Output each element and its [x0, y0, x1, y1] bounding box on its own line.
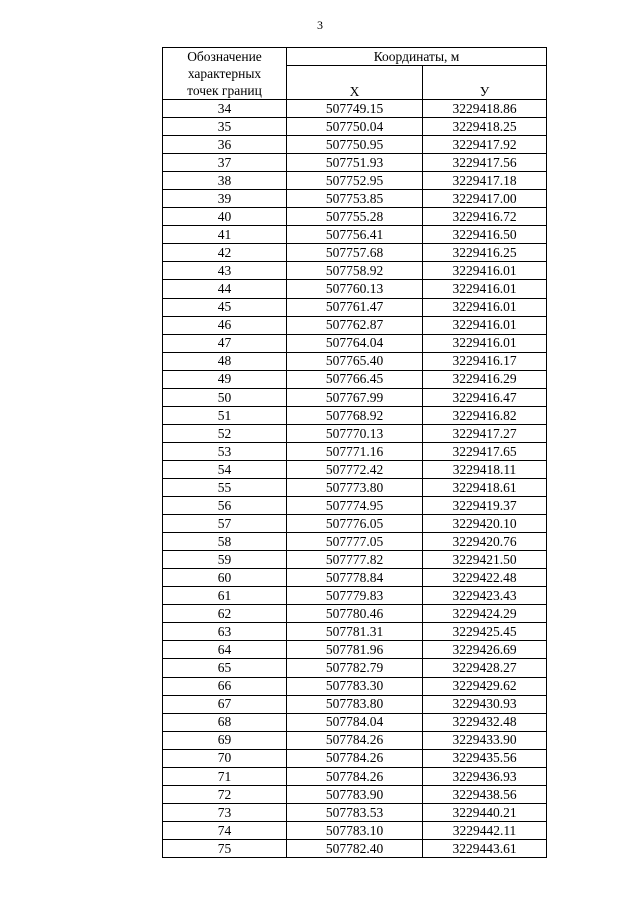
table-row [163, 100, 547, 118]
table-row [163, 533, 547, 551]
table-row [163, 460, 547, 478]
point-number-cell: 66 [163, 677, 287, 695]
y-coordinate-cell: 3229424.29 [423, 605, 547, 623]
x-coordinate-cell: 507765.40 [287, 352, 423, 370]
y-coordinate-cell: 3229416.29 [423, 370, 547, 388]
point-number-cell: 53 [163, 442, 287, 460]
point-number-cell: 41 [163, 226, 287, 244]
x-coordinate-cell: 507781.31 [287, 623, 423, 641]
table-row [163, 839, 547, 857]
table-row [163, 659, 547, 677]
x-coordinate-cell: 507783.10 [287, 821, 423, 839]
y-coordinate-cell: 3229423.43 [423, 587, 547, 605]
x-coordinate-cell: 507783.90 [287, 785, 423, 803]
x-column-header: X [287, 66, 423, 100]
y-coordinate-cell: 3229440.21 [423, 803, 547, 821]
y-coordinate-cell: 3229429.62 [423, 677, 547, 695]
table-row [163, 334, 547, 352]
y-coordinate-cell: 3229425.45 [423, 623, 547, 641]
y-coordinate-cell: 3229418.25 [423, 118, 547, 136]
point-number-cell: 45 [163, 298, 287, 316]
point-number-cell: 74 [163, 821, 287, 839]
table-row [163, 551, 547, 569]
point-number-cell: 51 [163, 406, 287, 424]
point-number-cell: 37 [163, 154, 287, 172]
x-coordinate-cell: 507777.82 [287, 551, 423, 569]
y-coordinate-cell: 3229421.50 [423, 551, 547, 569]
point-number-cell: 52 [163, 424, 287, 442]
point-number-cell: 56 [163, 497, 287, 515]
point-number-cell: 44 [163, 280, 287, 298]
table-row [163, 695, 547, 713]
table-row [163, 370, 547, 388]
point-number-cell: 46 [163, 316, 287, 334]
y-coordinate-cell: 3229416.50 [423, 226, 547, 244]
table-row [163, 515, 547, 533]
x-coordinate-cell: 507776.05 [287, 515, 423, 533]
y-coordinate-cell: 3229417.27 [423, 424, 547, 442]
point-designation-header-line: характерных [187, 66, 262, 81]
point-number-cell: 34 [163, 100, 287, 118]
table-row [163, 352, 547, 370]
x-coordinate-cell: 507782.40 [287, 839, 423, 857]
y-coordinate-cell: 3229417.18 [423, 172, 547, 190]
x-coordinate-cell: 507784.26 [287, 731, 423, 749]
y-coordinate-cell: 3229417.92 [423, 136, 547, 154]
point-number-cell: 73 [163, 803, 287, 821]
x-coordinate-cell: 507773.80 [287, 478, 423, 496]
x-coordinate-cell: 507750.04 [287, 118, 423, 136]
y-coordinate-cell: 3229420.10 [423, 515, 547, 533]
y-coordinate-cell: 3229418.86 [423, 100, 547, 118]
table-row [163, 388, 547, 406]
point-number-cell: 35 [163, 118, 287, 136]
table-row [163, 244, 547, 262]
point-number-cell: 68 [163, 713, 287, 731]
y-coordinate-cell: 3229443.61 [423, 839, 547, 857]
x-coordinate-cell: 507766.45 [287, 370, 423, 388]
x-coordinate-cell: 507781.96 [287, 641, 423, 659]
x-coordinate-cell: 507772.42 [287, 460, 423, 478]
y-coordinate-cell: 3229416.82 [423, 406, 547, 424]
table-row [163, 136, 547, 154]
point-number-cell: 54 [163, 460, 287, 478]
point-number-cell: 36 [163, 136, 287, 154]
table-row [163, 280, 547, 298]
table-row [163, 406, 547, 424]
table-row [163, 172, 547, 190]
x-coordinate-cell: 507784.04 [287, 713, 423, 731]
y-coordinate-cell: 3229416.72 [423, 208, 547, 226]
x-coordinate-cell: 507767.99 [287, 388, 423, 406]
x-coordinate-cell: 507753.85 [287, 190, 423, 208]
x-coordinate-cell: 507783.53 [287, 803, 423, 821]
y-coordinate-cell: 3229436.93 [423, 767, 547, 785]
coordinates-table [162, 47, 547, 858]
y-coordinate-cell: 3229416.01 [423, 262, 547, 280]
point-number-cell: 47 [163, 334, 287, 352]
table-row [163, 731, 547, 749]
point-number-cell: 69 [163, 731, 287, 749]
table-row [163, 785, 547, 803]
y-coordinate-cell: 3229438.56 [423, 785, 547, 803]
x-coordinate-cell: 507782.79 [287, 659, 423, 677]
point-number-cell: 38 [163, 172, 287, 190]
y-coordinate-cell: 3229418.61 [423, 478, 547, 496]
x-coordinate-cell: 507750.95 [287, 136, 423, 154]
x-coordinate-cell: 507770.13 [287, 424, 423, 442]
table-row [163, 605, 547, 623]
point-number-cell: 43 [163, 262, 287, 280]
x-coordinate-cell: 507764.04 [287, 334, 423, 352]
x-coordinate-cell: 507761.47 [287, 298, 423, 316]
table-row [163, 208, 547, 226]
point-number-cell: 59 [163, 551, 287, 569]
point-number-cell: 64 [163, 641, 287, 659]
table-row [163, 424, 547, 442]
point-number-cell: 62 [163, 605, 287, 623]
y-coordinate-cell: 3229420.76 [423, 533, 547, 551]
table-row [163, 587, 547, 605]
table-row [163, 316, 547, 334]
x-coordinate-cell: 507751.93 [287, 154, 423, 172]
point-number-cell: 63 [163, 623, 287, 641]
table-row [163, 767, 547, 785]
x-coordinate-cell: 507755.28 [287, 208, 423, 226]
table-row [163, 677, 547, 695]
y-coordinate-cell: 3229435.56 [423, 749, 547, 767]
point-number-cell: 67 [163, 695, 287, 713]
y-coordinate-cell: 3229430.93 [423, 695, 547, 713]
x-coordinate-cell: 507780.46 [287, 605, 423, 623]
point-number-cell: 55 [163, 478, 287, 496]
table-row [163, 497, 547, 515]
table-row [163, 118, 547, 136]
point-number-cell: 60 [163, 569, 287, 587]
y-coordinate-cell: 3229422.48 [423, 569, 547, 587]
y-coordinate-cell: 3229417.56 [423, 154, 547, 172]
x-coordinate-cell: 507778.84 [287, 569, 423, 587]
point-designation-header-line: Обозначение [187, 49, 262, 64]
y-coordinate-cell: 3229419.37 [423, 497, 547, 515]
table-body [163, 100, 547, 858]
y-coordinate-cell: 3229417.65 [423, 442, 547, 460]
x-coordinate-cell: 507771.16 [287, 442, 423, 460]
table-row [163, 262, 547, 280]
y-coordinate-cell: 3229416.17 [423, 352, 547, 370]
page-number: 3 [317, 18, 323, 32]
y-coordinate-cell: 3229416.47 [423, 388, 547, 406]
table-row [163, 478, 547, 496]
point-number-cell: 72 [163, 785, 287, 803]
table-row [163, 442, 547, 460]
x-coordinate-cell: 507757.68 [287, 244, 423, 262]
y-coordinate-cell: 3229433.90 [423, 731, 547, 749]
y-coordinate-cell: 3229417.00 [423, 190, 547, 208]
table-row [163, 623, 547, 641]
y-coordinate-cell: 3229426.69 [423, 641, 547, 659]
table-row [163, 641, 547, 659]
x-coordinate-cell: 507783.80 [287, 695, 423, 713]
x-coordinate-cell: 507783.30 [287, 677, 423, 695]
x-coordinate-cell: 507777.05 [287, 533, 423, 551]
point-number-cell: 39 [163, 190, 287, 208]
point-number-cell: 75 [163, 839, 287, 857]
point-designation-header [163, 48, 287, 100]
y-coordinate-cell: 3229416.01 [423, 280, 547, 298]
x-coordinate-cell: 507752.95 [287, 172, 423, 190]
x-coordinate-cell: 507774.95 [287, 497, 423, 515]
y-coordinate-cell: 3229428.27 [423, 659, 547, 677]
y-coordinate-cell: 3229416.01 [423, 298, 547, 316]
y-coordinate-cell: 3229416.25 [423, 244, 547, 262]
point-number-cell: 58 [163, 533, 287, 551]
y-coordinate-cell: 3229416.01 [423, 316, 547, 334]
y-coordinate-cell: 3229432.48 [423, 713, 547, 731]
table-row [163, 226, 547, 244]
y-coordinate-cell: 3229442.11 [423, 821, 547, 839]
point-number-cell: 40 [163, 208, 287, 226]
point-number-cell: 61 [163, 587, 287, 605]
y-coordinate-cell: 3229416.01 [423, 334, 547, 352]
point-number-cell: 70 [163, 749, 287, 767]
table-row [163, 749, 547, 767]
table-row [163, 713, 547, 731]
point-number-cell: 57 [163, 515, 287, 533]
coordinates-header: Координаты, м [287, 48, 547, 66]
point-number-cell: 50 [163, 388, 287, 406]
y-column-header: У [423, 66, 547, 100]
table-row [163, 298, 547, 316]
point-designation-header-line: точек границ [187, 83, 262, 98]
x-coordinate-cell: 507756.41 [287, 226, 423, 244]
point-number-cell: 65 [163, 659, 287, 677]
table-row [163, 803, 547, 821]
table-row [163, 190, 547, 208]
table-row [163, 154, 547, 172]
table-row [163, 569, 547, 587]
x-coordinate-cell: 507784.26 [287, 767, 423, 785]
point-number-cell: 71 [163, 767, 287, 785]
x-coordinate-cell: 507762.87 [287, 316, 423, 334]
point-number-cell: 42 [163, 244, 287, 262]
x-coordinate-cell: 507779.83 [287, 587, 423, 605]
x-coordinate-cell: 507784.26 [287, 749, 423, 767]
x-coordinate-cell: 507760.13 [287, 280, 423, 298]
point-number-cell: 49 [163, 370, 287, 388]
x-coordinate-cell: 507768.92 [287, 406, 423, 424]
y-coordinate-cell: 3229418.11 [423, 460, 547, 478]
x-coordinate-cell: 507758.92 [287, 262, 423, 280]
x-coordinate-cell: 507749.15 [287, 100, 423, 118]
point-number-cell: 48 [163, 352, 287, 370]
table-row [163, 821, 547, 839]
